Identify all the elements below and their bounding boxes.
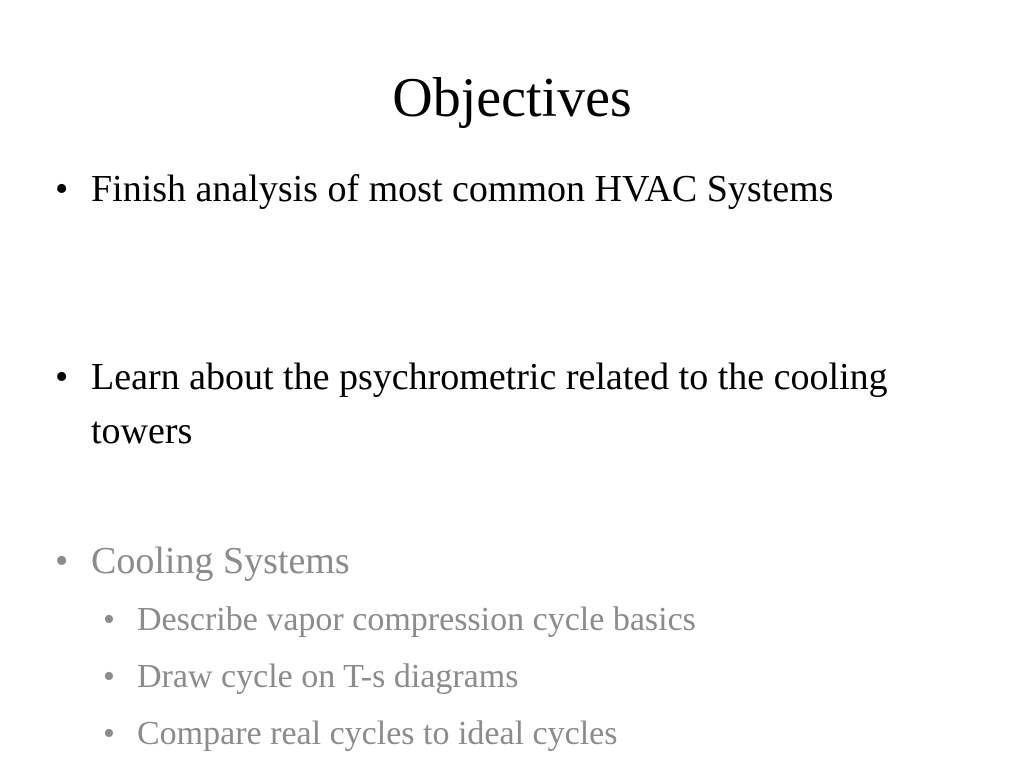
bullet-text: Finish analysis of most common HVAC Systems bbox=[91, 168, 834, 210]
sub-bullet-vapor-compression bbox=[103, 598, 997, 642]
bullet-text: Learn about the psychrometric related to the cooling towers bbox=[91, 356, 888, 452]
sub-bullet-icon: • bbox=[103, 658, 115, 695]
slide-title: Objectives bbox=[392, 67, 632, 129]
sub-bullet-real-vs-ideal bbox=[103, 712, 997, 756]
bullet-item-hvac-analysis bbox=[55, 162, 971, 216]
sub-bullet-text: Describe vapor compression cycle basics bbox=[137, 601, 696, 638]
sub-bullet-text: Draw cycle on T-s diagrams bbox=[137, 658, 519, 695]
bullet-icon: • bbox=[55, 168, 69, 210]
bullet-icon: • bbox=[55, 356, 69, 398]
sub-bullet-ts-diagrams bbox=[103, 655, 997, 699]
bullet-text: Cooling Systems bbox=[91, 540, 350, 582]
sub-bullet-text: Compare real cycles to ideal cycles bbox=[137, 715, 618, 752]
sub-bullet-icon: • bbox=[103, 601, 115, 638]
bullet-item-cooling-systems bbox=[55, 534, 971, 588]
bullet-item-psychrometric bbox=[55, 350, 971, 458]
bullet-icon: • bbox=[55, 540, 69, 582]
sub-bullet-icon: • bbox=[103, 715, 115, 752]
